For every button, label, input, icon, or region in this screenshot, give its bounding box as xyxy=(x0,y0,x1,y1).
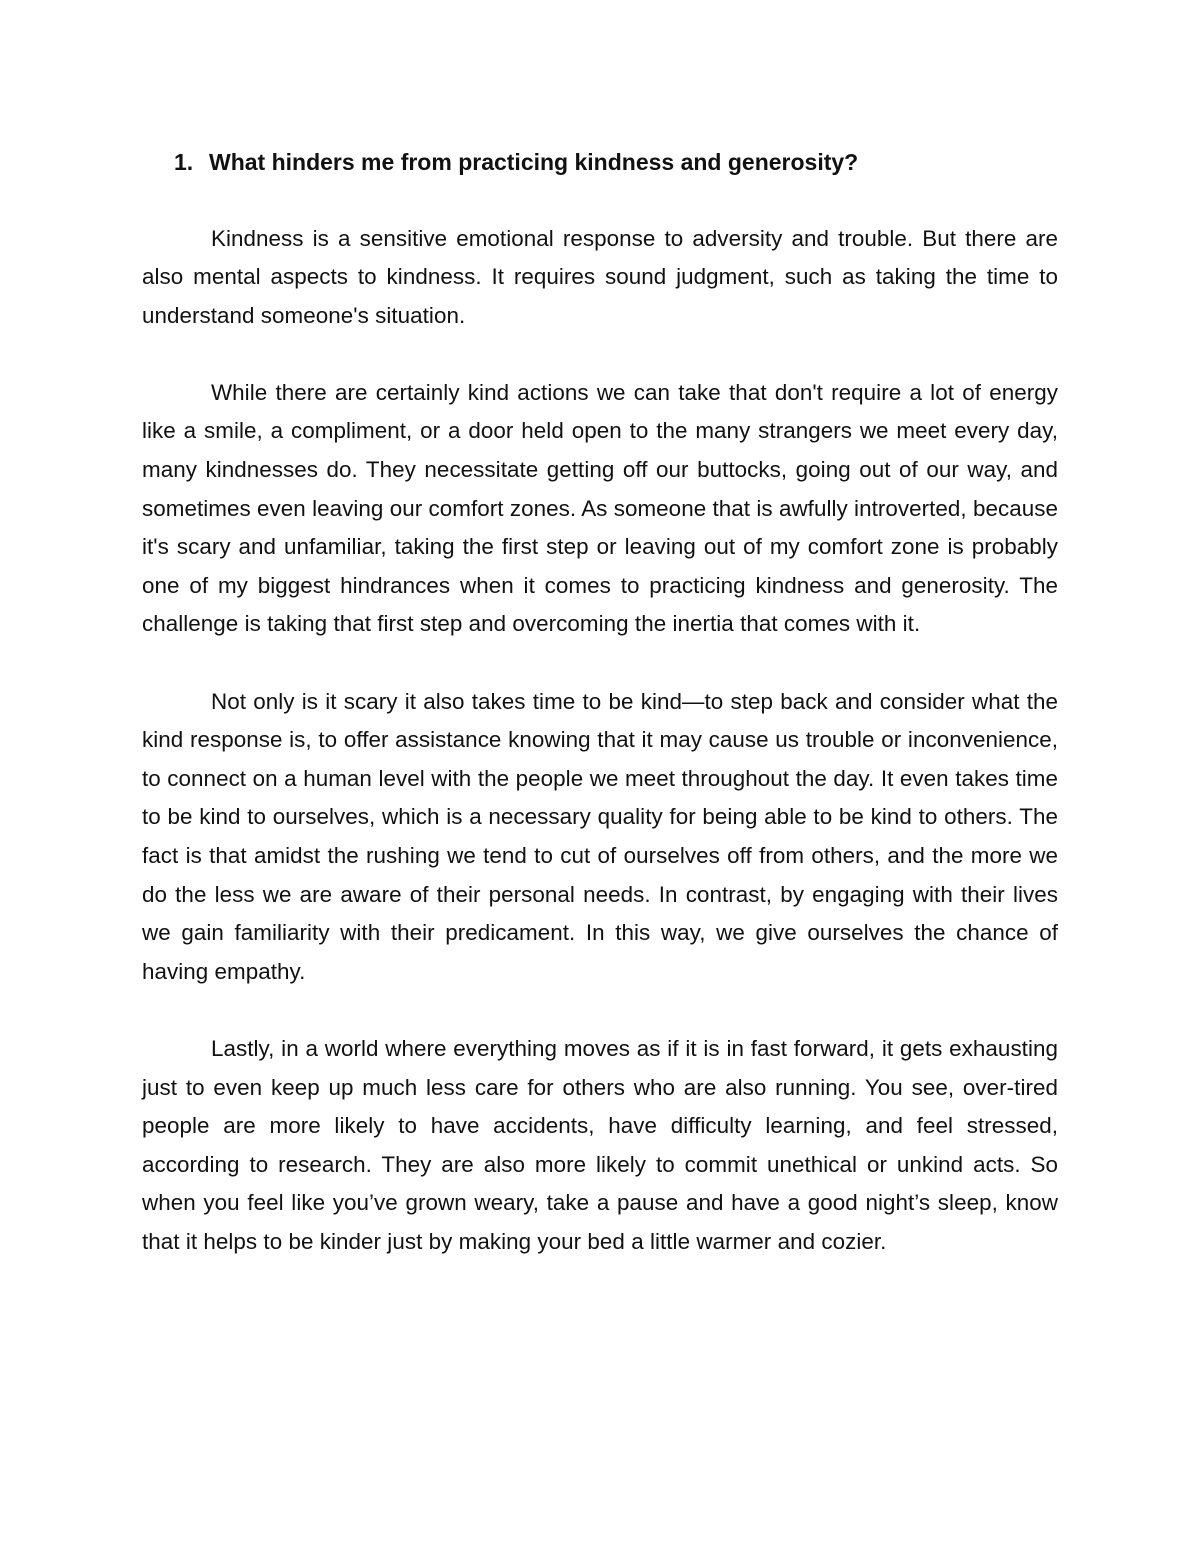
question-number: 1. xyxy=(174,149,194,175)
question-heading xyxy=(142,143,1058,182)
paragraph-2: While there are certainly kind actions we can take that don't require a lot of energy like a smile, a compliment, or a door held open to the many strangers we meet every day, many kindnesses do. They necessitate getting off our buttocks, going out of our way, and sometimes even leaving our comfort zones. As someone that is awfully introverted, because it's scary and unfamiliar, taking the first step or leaving out of my comfort zone is probably one of my biggest hindrances when it comes to practicing kindness and generosity. The challenge is taking that first step and overcoming the inertia that comes with it. xyxy=(142,379,1058,637)
paragraph-3: Not only is it scary it also takes time to be kind—to step back and consider what the kind response is, to offer assistance knowing that it may cause us trouble or inconvenience, to connect on a human level with the people we meet throughout the day. It even takes time to be kind to ourselves, which is a necessary quality for being able to be kind to others. The fact is that amidst the rushing we tend to cut of ourselves off from others, and the more we do the less we are aware of their personal needs. In contrast, by engaging with their lives we gain familiarity with their predicament. In this way, we give ourselves the chance of having empathy. xyxy=(142,688,1058,984)
document-body xyxy=(142,143,1058,1300)
question-text: What hinders me from practicing kindness and generosity? xyxy=(209,149,859,175)
paragraph-1: Kindness is a sensitive emotional response to adversity and trouble. But there are also mental aspects to kindness. It requires sound judgment, such as taking the time to understand someone's situation. xyxy=(142,225,1058,328)
paragraph-4: Lastly, in a world where everything moves as if it is in fast forward, it gets exhausting just to even keep up much less care for others who are also running. You see, over-tired people are more likely to have accidents, have difficulty learning, and feel stressed, according to research. They are also more likely to commit unethical or unkind acts. So when you feel like you’ve grown weary, take a pause and have a good night’s sleep, know that it helps to be kinder just by making your bed a little warmer and cozier. xyxy=(142,1035,1058,1254)
